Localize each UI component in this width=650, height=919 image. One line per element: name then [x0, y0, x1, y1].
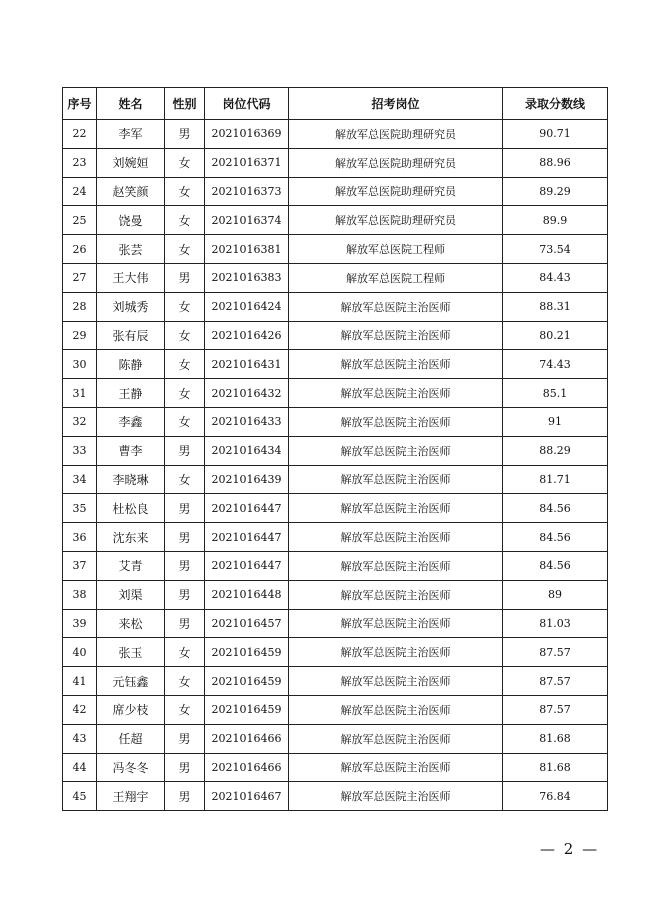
gender: 男 [165, 580, 205, 609]
cutoff-score: 74.43 [503, 350, 608, 379]
cutoff-score: 89.9 [503, 206, 608, 235]
cutoff-score: 80.21 [503, 321, 608, 350]
admission-score-table [62, 87, 608, 811]
table-row [63, 321, 608, 350]
gender: 男 [165, 782, 205, 811]
person-name: 李鑫 [97, 407, 165, 436]
row-number: 26 [63, 235, 97, 264]
row-number: 27 [63, 263, 97, 292]
cutoff-score: 88.96 [503, 148, 608, 177]
row-number: 32 [63, 407, 97, 436]
cutoff-score: 85.1 [503, 379, 608, 408]
cutoff-score: 89.29 [503, 177, 608, 206]
header-score: 录取分数线 [503, 88, 608, 120]
person-name: 元钰鑫 [97, 667, 165, 696]
post-title: 解放军总医院主治医师 [289, 407, 503, 436]
header-post-code: 岗位代码 [205, 88, 289, 120]
table-row [63, 667, 608, 696]
table-row [63, 436, 608, 465]
gender: 男 [165, 551, 205, 580]
gender: 男 [165, 120, 205, 149]
gender: 男 [165, 724, 205, 753]
post-code: 2021016369 [205, 120, 289, 149]
post-title: 解放军总医院助理研究员 [289, 206, 503, 235]
post-code: 2021016374 [205, 206, 289, 235]
post-title: 解放军总医院主治医师 [289, 667, 503, 696]
cutoff-score: 84.56 [503, 494, 608, 523]
post-title: 解放军总医院工程师 [289, 263, 503, 292]
post-title: 解放军总医院主治医师 [289, 436, 503, 465]
gender: 男 [165, 263, 205, 292]
gender: 男 [165, 436, 205, 465]
gender: 女 [165, 292, 205, 321]
post-title: 解放军总医院主治医师 [289, 379, 503, 408]
gender: 女 [165, 177, 205, 206]
table-header-row [63, 88, 608, 120]
person-name: 刘渠 [97, 580, 165, 609]
post-title: 解放军总医院主治医师 [289, 292, 503, 321]
post-code: 2021016467 [205, 782, 289, 811]
gender: 女 [165, 321, 205, 350]
cutoff-score: 81.68 [503, 753, 608, 782]
cutoff-score: 89 [503, 580, 608, 609]
person-name: 张有辰 [97, 321, 165, 350]
table-body [63, 120, 608, 811]
post-code: 2021016434 [205, 436, 289, 465]
person-name: 王静 [97, 379, 165, 408]
person-name: 王大伟 [97, 263, 165, 292]
person-name: 刘城秀 [97, 292, 165, 321]
table-row [63, 407, 608, 436]
cutoff-score: 81.71 [503, 465, 608, 494]
gender: 女 [165, 350, 205, 379]
person-name: 曹李 [97, 436, 165, 465]
table-row [63, 523, 608, 552]
row-number: 36 [63, 523, 97, 552]
cutoff-score: 84.56 [503, 551, 608, 580]
post-code: 2021016459 [205, 638, 289, 667]
header-sex: 性别 [165, 88, 205, 120]
post-code: 2021016447 [205, 523, 289, 552]
post-code: 2021016448 [205, 580, 289, 609]
post-code: 2021016381 [205, 235, 289, 264]
post-code: 2021016457 [205, 609, 289, 638]
person-name: 刘婉姮 [97, 148, 165, 177]
post-code: 2021016439 [205, 465, 289, 494]
gender: 女 [165, 148, 205, 177]
person-name: 来松 [97, 609, 165, 638]
table-row [63, 263, 608, 292]
post-title: 解放军总医院主治医师 [289, 724, 503, 753]
post-title: 解放军总医院主治医师 [289, 638, 503, 667]
row-number: 29 [63, 321, 97, 350]
row-number: 40 [63, 638, 97, 667]
cutoff-score: 87.57 [503, 667, 608, 696]
table-row [63, 695, 608, 724]
gender: 男 [165, 523, 205, 552]
cutoff-score: 88.29 [503, 436, 608, 465]
post-title: 解放军总医院主治医师 [289, 523, 503, 552]
table-row [63, 292, 608, 321]
post-code: 2021016466 [205, 753, 289, 782]
table-row [63, 638, 608, 667]
post-title: 解放军总医院主治医师 [289, 753, 503, 782]
post-code: 2021016431 [205, 350, 289, 379]
person-name: 冯冬冬 [97, 753, 165, 782]
row-number: 38 [63, 580, 97, 609]
row-number: 25 [63, 206, 97, 235]
post-title: 解放军总医院主治医师 [289, 465, 503, 494]
post-title: 解放军总医院助理研究员 [289, 120, 503, 149]
person-name: 李晓琳 [97, 465, 165, 494]
table-row [63, 120, 608, 149]
header-post: 招考岗位 [289, 88, 503, 120]
post-code: 2021016447 [205, 494, 289, 523]
person-name: 沈东来 [97, 523, 165, 552]
post-title: 解放军总医院工程师 [289, 235, 503, 264]
page-number: — 2 — [540, 840, 600, 858]
post-code: 2021016424 [205, 292, 289, 321]
header-no: 序号 [63, 88, 97, 120]
row-number: 43 [63, 724, 97, 753]
cutoff-score: 81.03 [503, 609, 608, 638]
gender: 女 [165, 465, 205, 494]
post-code: 2021016383 [205, 263, 289, 292]
post-title: 解放军总医院助理研究员 [289, 148, 503, 177]
gender: 女 [165, 638, 205, 667]
table-row [63, 177, 608, 206]
row-number: 37 [63, 551, 97, 580]
row-number: 33 [63, 436, 97, 465]
post-title: 解放军总医院主治医师 [289, 580, 503, 609]
table-row [63, 465, 608, 494]
row-number: 23 [63, 148, 97, 177]
gender: 女 [165, 206, 205, 235]
row-number: 39 [63, 609, 97, 638]
table-row [63, 551, 608, 580]
cutoff-score: 91 [503, 407, 608, 436]
table-row [63, 235, 608, 264]
post-title: 解放军总医院主治医师 [289, 350, 503, 379]
row-number: 44 [63, 753, 97, 782]
row-number: 30 [63, 350, 97, 379]
cutoff-score: 87.57 [503, 695, 608, 724]
post-code: 2021016459 [205, 695, 289, 724]
person-name: 张玉 [97, 638, 165, 667]
person-name: 王翔宇 [97, 782, 165, 811]
post-code: 2021016426 [205, 321, 289, 350]
row-number: 41 [63, 667, 97, 696]
gender: 女 [165, 695, 205, 724]
gender: 女 [165, 379, 205, 408]
header-name: 姓名 [97, 88, 165, 120]
cutoff-score: 76.84 [503, 782, 608, 811]
person-name: 席少枝 [97, 695, 165, 724]
person-name: 艾青 [97, 551, 165, 580]
row-number: 42 [63, 695, 97, 724]
person-name: 张芸 [97, 235, 165, 264]
gender: 女 [165, 667, 205, 696]
table-row [63, 148, 608, 177]
table-row [63, 782, 608, 811]
cutoff-score: 90.71 [503, 120, 608, 149]
table-row [63, 724, 608, 753]
post-code: 2021016447 [205, 551, 289, 580]
gender: 女 [165, 235, 205, 264]
table-row [63, 350, 608, 379]
person-name: 赵笑颜 [97, 177, 165, 206]
person-name: 杜松良 [97, 494, 165, 523]
post-title: 解放军总医院主治医师 [289, 609, 503, 638]
person-name: 饶曼 [97, 206, 165, 235]
table-row [63, 206, 608, 235]
gender: 男 [165, 609, 205, 638]
row-number: 45 [63, 782, 97, 811]
post-title: 解放军总医院主治医师 [289, 695, 503, 724]
row-number: 35 [63, 494, 97, 523]
post-code: 2021016371 [205, 148, 289, 177]
post-code: 2021016433 [205, 407, 289, 436]
cutoff-score: 88.31 [503, 292, 608, 321]
table-row [63, 580, 608, 609]
post-code: 2021016373 [205, 177, 289, 206]
person-name: 任超 [97, 724, 165, 753]
person-name: 陈静 [97, 350, 165, 379]
gender: 女 [165, 407, 205, 436]
table-row [63, 753, 608, 782]
cutoff-score: 87.57 [503, 638, 608, 667]
post-title: 解放军总医院主治医师 [289, 782, 503, 811]
post-title: 解放军总医院助理研究员 [289, 177, 503, 206]
post-title: 解放军总医院主治医师 [289, 551, 503, 580]
post-code: 2021016459 [205, 667, 289, 696]
gender: 男 [165, 494, 205, 523]
row-number: 24 [63, 177, 97, 206]
cutoff-score: 81.68 [503, 724, 608, 753]
cutoff-score: 84.56 [503, 523, 608, 552]
row-number: 31 [63, 379, 97, 408]
table-row [63, 609, 608, 638]
post-code: 2021016466 [205, 724, 289, 753]
post-title: 解放军总医院主治医师 [289, 494, 503, 523]
person-name: 李军 [97, 120, 165, 149]
row-number: 28 [63, 292, 97, 321]
row-number: 22 [63, 120, 97, 149]
cutoff-score: 84.43 [503, 263, 608, 292]
post-code: 2021016432 [205, 379, 289, 408]
post-title: 解放军总医院主治医师 [289, 321, 503, 350]
table-row [63, 494, 608, 523]
table-row [63, 379, 608, 408]
gender: 男 [165, 753, 205, 782]
cutoff-score: 73.54 [503, 235, 608, 264]
row-number: 34 [63, 465, 97, 494]
